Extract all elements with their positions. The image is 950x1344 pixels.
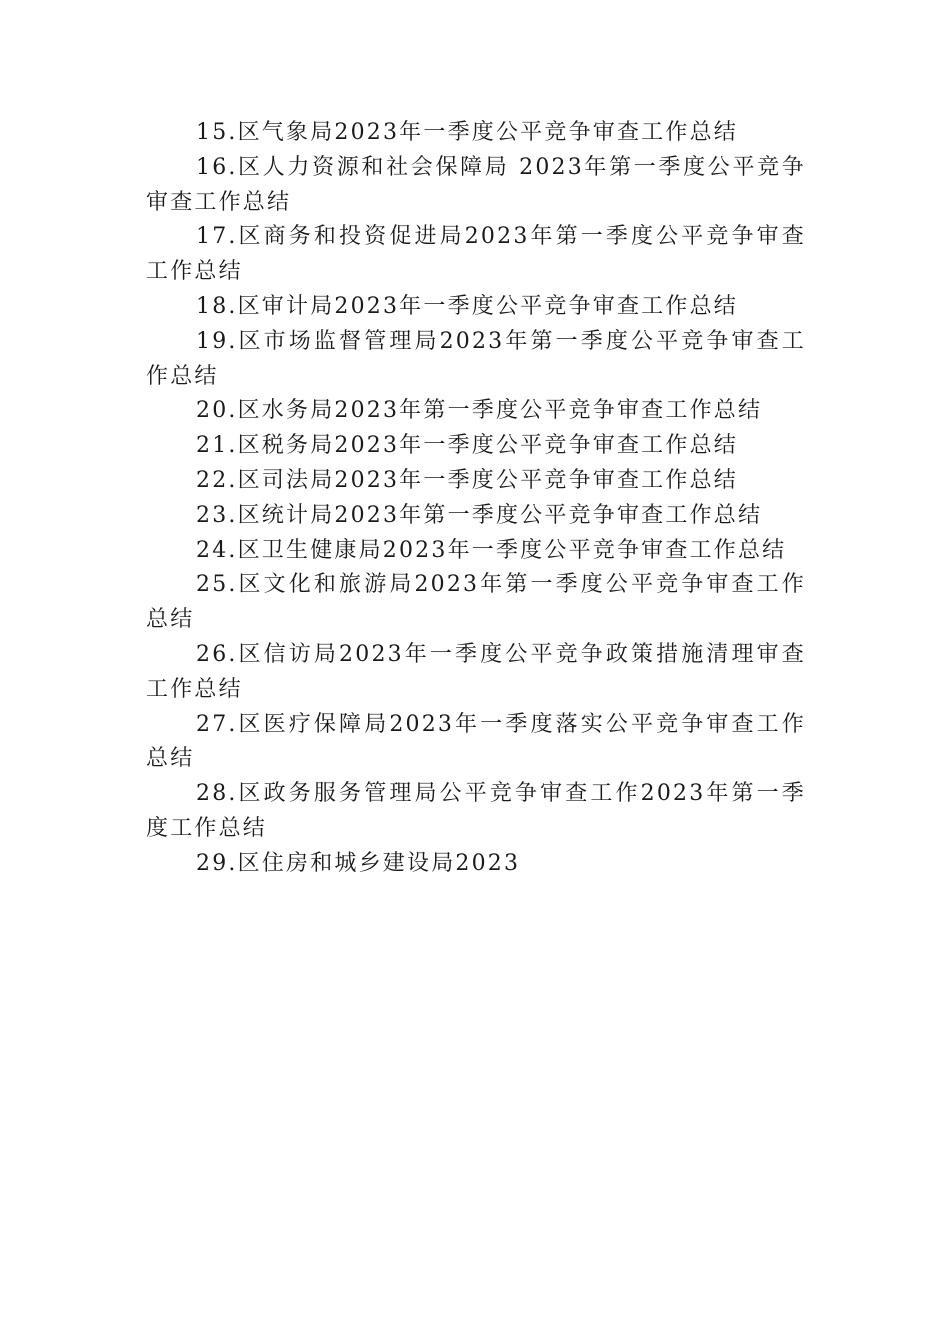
document-body [146, 116, 806, 882]
list-item: 28.区政务服务管理局公平竞争审查工作2023年第一季度工作总结 [146, 781, 806, 841]
list-item: 20.区水务局2023年第一季度公平竞争审查工作总结 [196, 398, 763, 424]
list-item: 26.区信访局2023年一季度公平竞争政策措施清理审查工作总结 [146, 641, 806, 702]
list-item: 23.区统计局2023年第一季度公平竞争审查工作总结 [196, 502, 763, 528]
list-item: 15.区气象局2023年一季度公平竞争审查工作总结 [196, 120, 738, 145]
list-item: 19.区市场监督管理局2023年第一季度公平竞争审查工作总结 [146, 328, 806, 389]
list-item: 29.区住房和城乡建设局2023 [196, 850, 521, 876]
list-item: 17.区商务和投资促进局2023年第一季度公平竞争审查工作总结 [146, 224, 806, 285]
list-item: 27.区医疗保障局2023年一季度落实公平竞争审查工作总结 [146, 711, 806, 772]
list-item: 21.区税务局2023年一季度公平竞争审查工作总结 [196, 433, 738, 459]
list-item: 22.区司法局2023年一季度公平竞争审查工作总结 [196, 467, 738, 493]
list-item: 18.区审计局2023年一季度公平竞争审查工作总结 [196, 293, 738, 319]
list-item: 24.区卫生健康局2023年一季度公平竞争审查工作总结 [196, 537, 787, 563]
list-item: 25.区文化和旅游局2023年第一季度公平竞争审查工作总结 [146, 572, 806, 633]
list-item: 16.区人力资源和社会保障局 2023年第一季度公平竞争审查工作总结 [146, 154, 806, 215]
